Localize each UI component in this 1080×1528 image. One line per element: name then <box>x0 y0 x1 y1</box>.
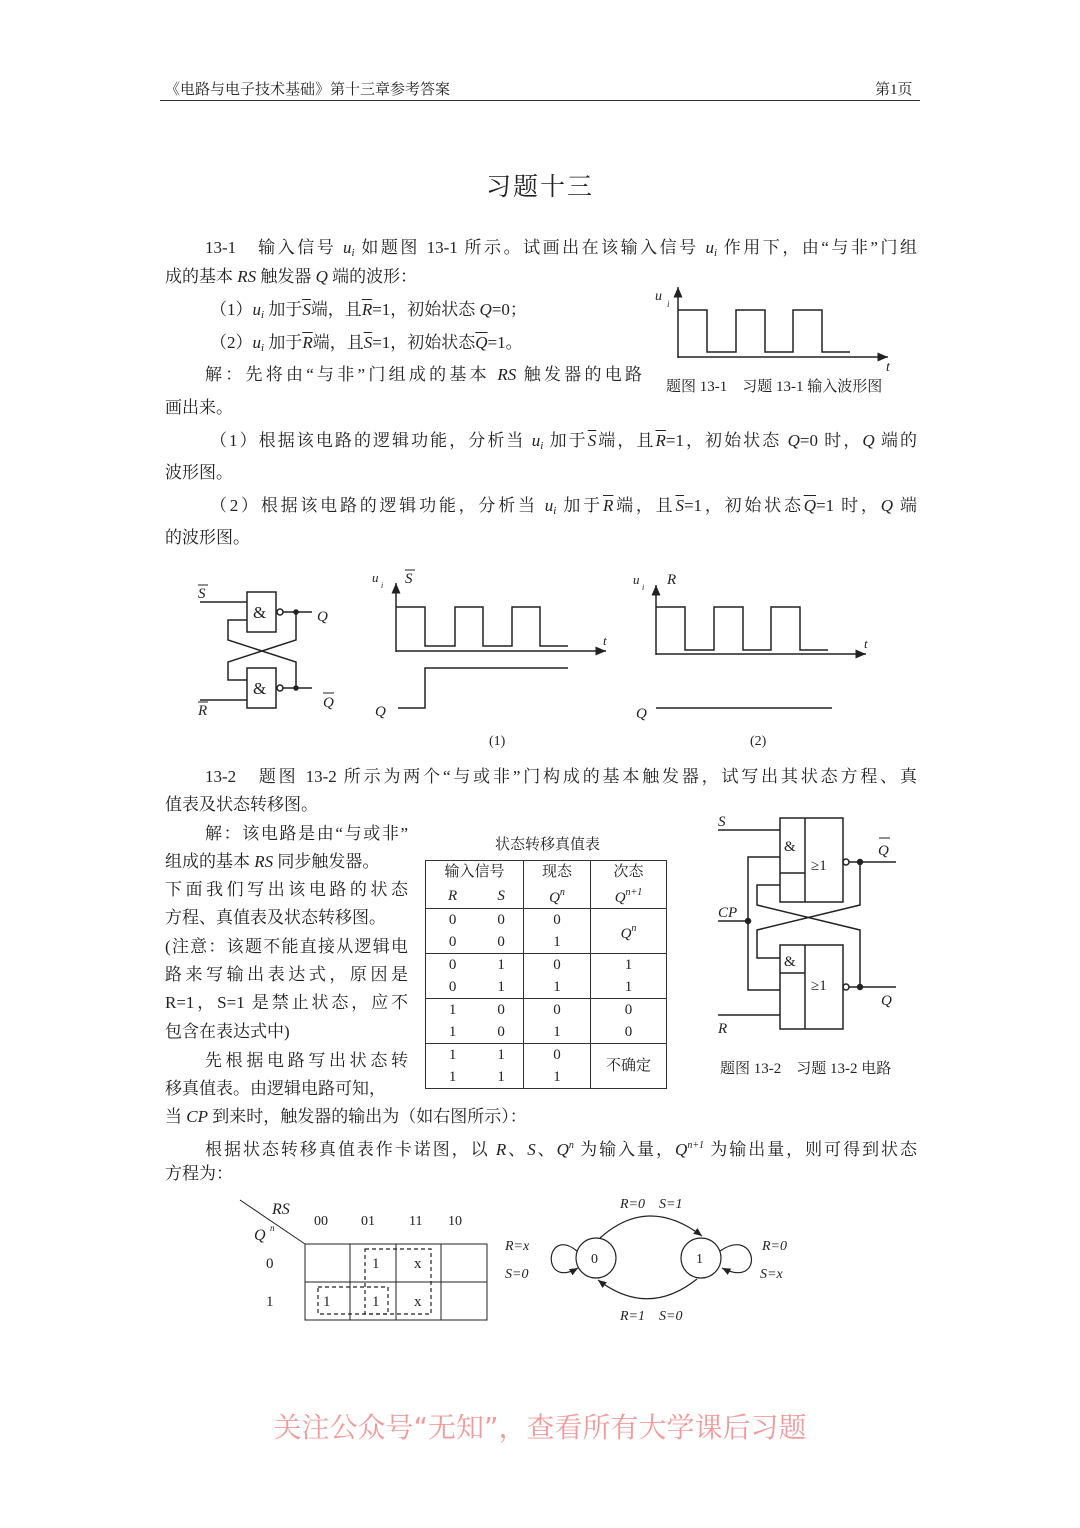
cell-r: 1 <box>426 999 480 1022</box>
kmap-col-header: 01 <box>361 1214 375 1229</box>
text-line: 先根据电路写出状态转 <box>205 1051 408 1070</box>
th-s: S <box>479 883 523 909</box>
output-q-label: Q <box>317 609 328 625</box>
th-r: R <box>426 883 480 909</box>
text-line: 解：该电路是由“与或非” <box>205 824 408 843</box>
cell-r: 0 <box>426 976 480 999</box>
cell-s: 0 <box>479 1021 523 1044</box>
fig-13-2-circuit <box>717 814 896 1077</box>
cell-qn1: 1 <box>591 976 667 999</box>
text-line: 当 CP 到来时，触发器的输出为（如右图所示）： <box>165 1107 527 1126</box>
case-caption: (2) <box>750 734 767 749</box>
input-s-label: S <box>718 814 726 830</box>
kmap-row-var: Q <box>254 1227 266 1244</box>
figure-caption: 题图 13-2 习题 13-2 电路 <box>720 1061 892 1077</box>
cell-qn: 1 <box>524 931 591 954</box>
axis-label-t: t <box>603 633 607 648</box>
figure-caption: 题图 13-1 习题 13-1 输入波形图 <box>666 379 883 395</box>
cell-s: 1 <box>479 1044 523 1067</box>
text-line: 方程为： <box>165 1164 233 1183</box>
axis-label-t: t <box>864 636 868 651</box>
cell-qn: 0 <box>524 909 591 932</box>
kmap-col-header: 11 <box>409 1214 423 1229</box>
truth-table-title: 状态转移真值表 <box>494 837 600 853</box>
state-1: 1 <box>696 1252 703 1267</box>
cell-qn: 0 <box>524 1044 591 1067</box>
text-line: 13-2 题图 13-2 所示为两个“与或非”门构成的基本触发器，试写出其状态方程、真 <box>205 767 917 786</box>
gate-label: & <box>253 603 267 622</box>
cell-qn1: $Q^n$ <box>591 909 667 954</box>
output-q-label: Q <box>881 993 892 1009</box>
page-title: 习题十三 <box>485 174 594 201</box>
or-label: ≥1 <box>811 978 827 994</box>
axis-label-sub: i <box>381 581 384 590</box>
cell-qn1: 0 <box>591 999 667 1022</box>
th-qn: $Q^n$ <box>524 883 591 909</box>
th-qn1: $Q^{n+1}$ <box>591 883 667 909</box>
cell-qn1: 不确定 <box>591 1044 667 1089</box>
cell-s: 1 <box>479 976 523 999</box>
loop-label: S=0 <box>505 1267 529 1282</box>
input-r-label: R <box>198 703 208 719</box>
kmap-col-header: 00 <box>314 1214 328 1229</box>
case-caption: (1) <box>489 734 506 749</box>
axis-label-u: u <box>655 289 662 304</box>
fig-13-1-input-waveform <box>655 287 891 395</box>
axis-label-u: u <box>633 572 640 587</box>
cell-r: 1 <box>426 1066 480 1089</box>
kmap-row-sup: n <box>270 1223 275 1233</box>
cell-r: 0 <box>426 931 480 954</box>
kmap-cell: 1 <box>372 1256 380 1272</box>
cell-qn1: 1 <box>591 954 667 977</box>
text-line: （1）根据该电路的逻辑功能，分析当 $u_i$ 加于$\overline{S}$端，且$\overline{R}=1$，初始状态 Q=0 时，Q 端的 <box>210 431 918 452</box>
cell-r: 0 <box>426 909 480 932</box>
text-line: （2）根据该电路的逻辑功能，分析当 $u_i$ 加于$\overline{R}$端，且$\overline{S}=1$，初始状态$\overline{Q}=1$ 时，Q 端 <box>210 496 918 517</box>
gate-label: & <box>253 679 267 698</box>
th-input: 输入信号 <box>426 861 524 884</box>
axis-label-sub: i <box>667 299 670 309</box>
cell-qn1: 0 <box>591 1021 667 1044</box>
or-label: ≥1 <box>811 858 827 874</box>
input-s-label: S <box>198 586 206 602</box>
kmap-col-var: RS <box>272 1201 290 1218</box>
transition-label: R=0 S=1 <box>620 1197 683 1212</box>
transition-label: R=1 S=0 <box>620 1309 683 1324</box>
output-qbar-label: Q <box>323 695 334 711</box>
kmap-cell: x <box>414 1294 422 1310</box>
kmap-cell: x <box>414 1256 422 1272</box>
th-now: 现态 <box>524 861 591 884</box>
text-line: 路来写输出表达式，原因是 <box>165 965 408 984</box>
text-line: $(1)u_i$ 加于$\overline{S}$端，且$\overline{R}=1$，初始状态 Q=0； <box>210 300 527 321</box>
and-label: & <box>784 954 796 970</box>
text-line: 组成的基本 RS 同步触发器。 <box>165 852 380 871</box>
state-0: 0 <box>591 1252 598 1267</box>
waveform-case-2 <box>633 572 868 749</box>
text-line: R=1，S=1 是禁止状态，应不 <box>165 993 408 1012</box>
text-line: 包含在表达式中) <box>165 1022 290 1041</box>
cell-r: 1 <box>426 1021 480 1044</box>
text-line: 根据状态转移真值表作卡诺图，以 R、S、$Q^n$ 为输入量，$Q^{n+1}$ 为输出量，则可得到状态 <box>205 1140 918 1159</box>
loop-label: R=0 <box>762 1239 787 1254</box>
q-label: Q <box>636 706 647 722</box>
axis-label-sub: i <box>642 583 645 592</box>
loop-label: R=x <box>505 1239 530 1254</box>
karnaugh-map <box>240 1200 487 1320</box>
input-r-label: R <box>718 1021 728 1037</box>
page-number: 第1页 <box>875 82 913 98</box>
th-next: 次态 <box>591 861 667 884</box>
header-title: 《电路与电子技术基础》第十三章参考答案 <box>165 82 451 98</box>
kmap-cell: 1 <box>323 1294 331 1310</box>
state-transition-diagram <box>504 1197 787 1324</box>
and-label: & <box>784 839 796 855</box>
text-line: (注意：该题不能直接从逻辑电 <box>165 937 408 956</box>
loop-label: S=x <box>760 1267 783 1282</box>
text-line: 方程、真值表及状态转移图。 <box>165 908 386 927</box>
kmap-row-header: 1 <box>266 1294 274 1310</box>
text-line: 13-1 输入信号 $u_i$ 如题图 13-1 所示。试画出在该输入信号 $u_i$ 作用下，由“与非”门组 <box>205 238 917 259</box>
kmap-col-header: 10 <box>448 1214 462 1229</box>
cell-r: 0 <box>426 954 480 977</box>
signal-r-label: R <box>667 572 677 588</box>
cell-r: 1 <box>426 1044 480 1067</box>
nand-rs-flipflop-circuit <box>197 585 334 719</box>
waveform-case-1 <box>372 570 607 749</box>
input-cp-label: CP <box>718 905 738 921</box>
cell-s: 1 <box>479 954 523 977</box>
axis-label-t: t <box>886 360 890 375</box>
signal-s-label: S <box>405 571 413 587</box>
cell-qn: 0 <box>524 999 591 1022</box>
watermark: 关注公众号“无知”，查看所有大学课后习题 <box>273 1411 807 1444</box>
kmap-cell: 1 <box>372 1294 380 1310</box>
text-line: 画出来。 <box>165 398 233 417</box>
text-line: 成的基本 RS 触发器 Q 端的波形： <box>165 267 418 286</box>
cell-s: 0 <box>479 931 523 954</box>
cell-qn: 1 <box>524 976 591 999</box>
cell-qn: 0 <box>524 954 591 977</box>
text-line: 移真值表。由逻辑电路可知， <box>165 1079 386 1098</box>
axis-label-u: u <box>372 570 379 585</box>
cell-qn: 1 <box>524 1021 591 1044</box>
cell-qn: 1 <box>524 1066 591 1089</box>
text-line: 波形图。 <box>165 463 233 482</box>
text-line: 下面我们写出该电路的状态 <box>165 880 408 899</box>
cell-s: 0 <box>479 999 523 1022</box>
text-line: 值表及状态转移图。 <box>165 795 318 814</box>
cell-s: 1 <box>479 1066 523 1089</box>
output-qbar-label: Q <box>878 843 889 859</box>
cell-s: 0 <box>479 909 523 932</box>
kmap-row-header: 0 <box>266 1256 274 1272</box>
text-line: 解：先将由“与非”门组成的基本 RS 触发器的电路 <box>205 365 643 384</box>
q-label: Q <box>375 704 386 720</box>
text-line: 的波形图。 <box>165 528 250 547</box>
text-line: $(2)u_i$ 加于$\overline{R}$端，且$\overline{S}=1$，初始状态$\overline{Q}=1$。 <box>210 333 523 354</box>
